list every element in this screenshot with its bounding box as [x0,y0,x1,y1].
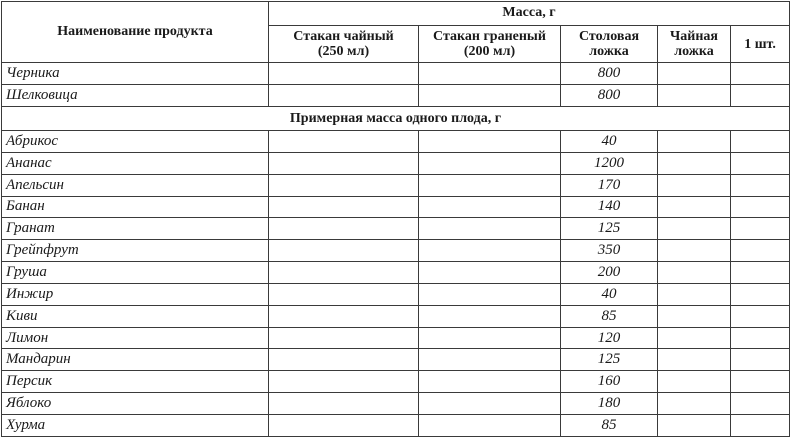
product-name-cell: Банан [2,196,269,218]
product-mass-table [1,1,790,437]
tea-glass-cell [269,63,419,85]
tea-glass-cell [269,371,419,393]
teaspoon-cell [658,130,731,152]
column-header-tablespoon: Столовая ложка [561,25,658,62]
faceted-glass-cell [419,130,561,152]
faceted-glass-cell [419,196,561,218]
section-title: Примерная масса одного плода, г [2,107,790,131]
product-name-cell: Яблоко [2,393,269,415]
teaspoon-cell [658,240,731,262]
tablespoon-value-cell: 85 [561,305,658,327]
table-row [2,152,790,174]
tea-glass-cell [269,305,419,327]
tea-glass-cell [269,349,419,371]
column-header-tea-glass: Стакан чайный (250 мл) [269,25,419,62]
one-piece-cell [731,85,790,107]
tea-glass-cell [269,196,419,218]
faceted-glass-cell [419,327,561,349]
tablespoon-value-cell: 125 [561,218,658,240]
faceted-glass-cell [419,218,561,240]
tea-glass-cell [269,283,419,305]
teaspoon-cell [658,371,731,393]
product-name-cell: Абрикос [2,130,269,152]
column-header-teaspoon: Чайная ложка [658,25,731,62]
one-piece-cell [731,174,790,196]
faceted-glass-cell [419,174,561,196]
one-piece-cell [731,305,790,327]
table-row [2,196,790,218]
one-piece-cell [731,349,790,371]
section-row [2,107,790,131]
tablespoon-value-cell: 170 [561,174,658,196]
one-piece-cell [731,414,790,436]
faceted-glass-cell [419,305,561,327]
tablespoon-value-cell: 800 [561,63,658,85]
tablespoon-value-cell: 85 [561,414,658,436]
table-row [2,174,790,196]
teaspoon-cell [658,262,731,284]
column-header-one-piece: 1 шт. [731,25,790,62]
faceted-glass-cell [419,283,561,305]
one-piece-cell [731,63,790,85]
tablespoon-value-cell: 350 [561,240,658,262]
tablespoon-value-cell: 180 [561,393,658,415]
column-header-faceted-glass: Стакан граненый (200 мл) [419,25,561,62]
table-row [2,218,790,240]
teaspoon-cell [658,196,731,218]
table-row [2,349,790,371]
table-row [2,305,790,327]
product-name-header: Наименование продукта [2,2,269,63]
product-name-cell: Хурма [2,414,269,436]
one-piece-cell [731,218,790,240]
one-piece-cell [731,393,790,415]
product-name-cell: Шелковица [2,85,269,107]
teaspoon-cell [658,152,731,174]
one-piece-cell [731,371,790,393]
teaspoon-cell [658,283,731,305]
table-row [2,262,790,284]
tablespoon-value-cell: 1200 [561,152,658,174]
table-row [2,327,790,349]
one-piece-cell [731,196,790,218]
tea-glass-cell [269,152,419,174]
product-name-cell: Черника [2,63,269,85]
product-name-cell: Груша [2,262,269,284]
faceted-glass-cell [419,63,561,85]
faceted-glass-cell [419,371,561,393]
teaspoon-cell [658,218,731,240]
tablespoon-value-cell: 200 [561,262,658,284]
product-name-cell: Мандарин [2,349,269,371]
teaspoon-cell [658,305,731,327]
tea-glass-cell [269,218,419,240]
table-row [2,85,790,107]
product-name-cell: Грейпфрут [2,240,269,262]
one-piece-cell [731,283,790,305]
product-name-cell: Киви [2,305,269,327]
faceted-glass-cell [419,393,561,415]
product-name-cell: Персик [2,371,269,393]
tea-glass-cell [269,262,419,284]
mass-group-header: Масса, г [269,2,790,26]
tea-glass-cell [269,240,419,262]
tablespoon-value-cell: 140 [561,196,658,218]
one-piece-cell [731,240,790,262]
one-piece-cell [731,327,790,349]
faceted-glass-cell [419,414,561,436]
tea-glass-cell [269,130,419,152]
tablespoon-value-cell: 120 [561,327,658,349]
faceted-glass-cell [419,240,561,262]
faceted-glass-cell [419,85,561,107]
table-row [2,393,790,415]
product-name-cell: Гранат [2,218,269,240]
teaspoon-cell [658,174,731,196]
tea-glass-cell [269,327,419,349]
header-row-1 [2,2,790,26]
teaspoon-cell [658,349,731,371]
teaspoon-cell [658,393,731,415]
tablespoon-value-cell: 125 [561,349,658,371]
faceted-glass-cell [419,262,561,284]
product-name-cell: Инжир [2,283,269,305]
table-row [2,63,790,85]
teaspoon-cell [658,63,731,85]
table-row [2,283,790,305]
table-row [2,371,790,393]
faceted-glass-cell [419,349,561,371]
tablespoon-value-cell: 40 [561,130,658,152]
tea-glass-cell [269,85,419,107]
teaspoon-cell [658,327,731,349]
product-name-cell: Ананас [2,152,269,174]
tea-glass-cell [269,174,419,196]
product-name-cell: Лимон [2,327,269,349]
tablespoon-value-cell: 800 [561,85,658,107]
tablespoon-value-cell: 40 [561,283,658,305]
tablespoon-value-cell: 160 [561,371,658,393]
product-name-cell: Апельсин [2,174,269,196]
table-row [2,130,790,152]
one-piece-cell [731,152,790,174]
faceted-glass-cell [419,152,561,174]
tea-glass-cell [269,414,419,436]
one-piece-cell [731,262,790,284]
teaspoon-cell [658,414,731,436]
teaspoon-cell [658,85,731,107]
table-row [2,414,790,436]
table-row [2,240,790,262]
tea-glass-cell [269,393,419,415]
one-piece-cell [731,130,790,152]
